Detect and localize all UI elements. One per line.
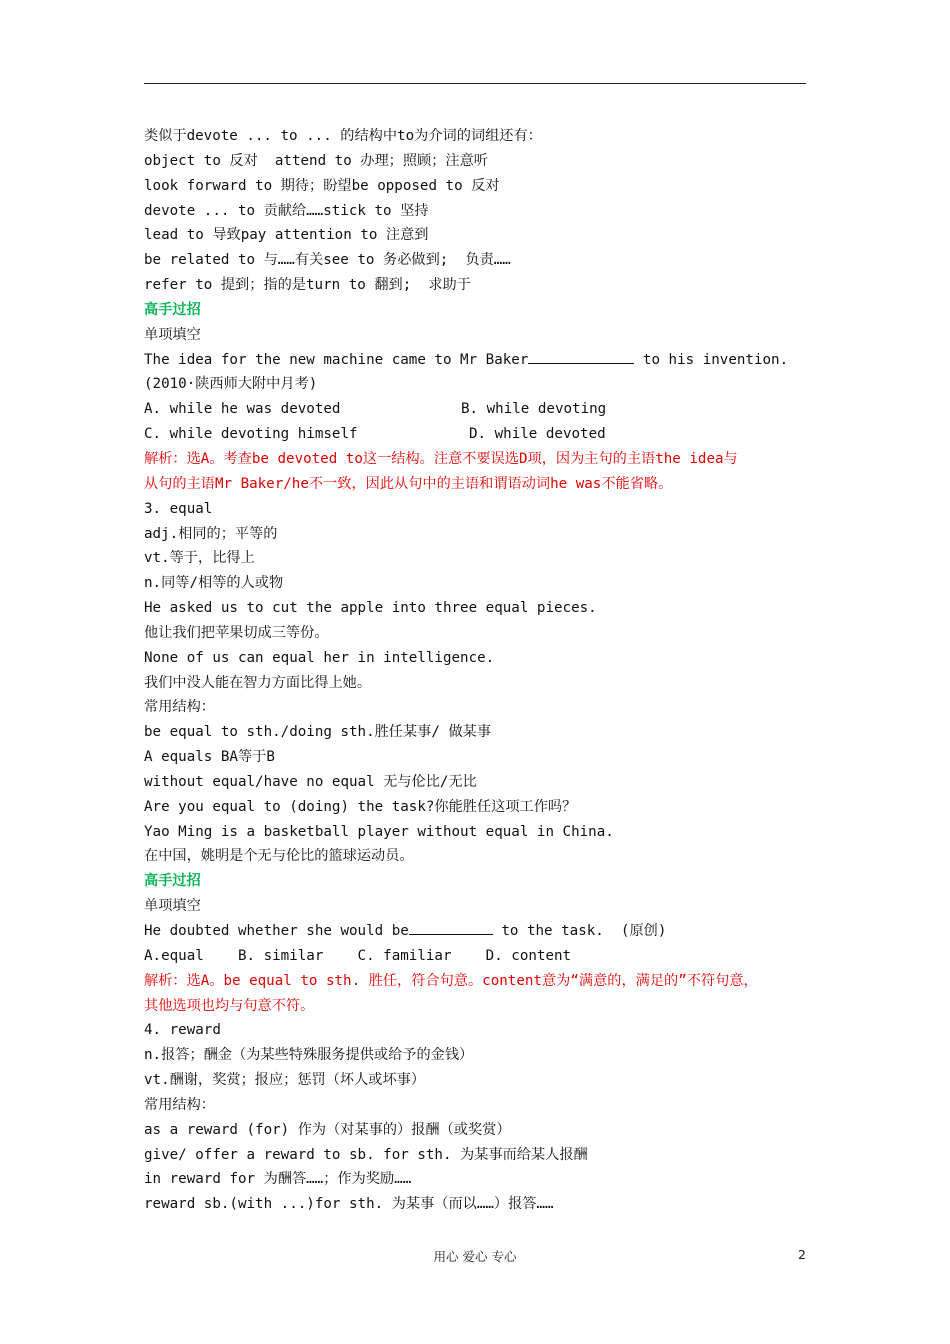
options-row: [144, 422, 808, 447]
option-a: A. while he was devoted: [144, 401, 341, 418]
text-line: 常用结构：: [144, 699, 215, 716]
options-row: [144, 397, 808, 422]
section-heading: 高手过招: [144, 873, 201, 890]
question-text-end: to the task. (原创): [492, 923, 667, 939]
analysis-line: 其他选项也均与句意不符。: [144, 997, 315, 1014]
page-footer: 用心 爱心 专心: [433, 1249, 517, 1264]
section-heading: 高手过招: [144, 301, 201, 318]
answer-blank: [409, 920, 493, 935]
text-line: 在中国，姚明是个无与伦比的篮球运动员。: [144, 848, 414, 865]
text-line: 他让我们把苹果切成三等份。: [144, 624, 329, 641]
text-line: Are you equal to (doing) the task?你能胜任这项工作吗？: [144, 798, 577, 815]
text-line: vt.酬谢，奖赏；报应；惩罚（坏人或坏事）: [144, 1072, 426, 1089]
question-line: [144, 348, 808, 373]
question-text: He doubted whether she would be: [144, 923, 409, 939]
text-line: Yao Ming is a basketball player without equal in China.: [144, 823, 614, 840]
text-line: without equal/have no equal 无与伦比/无比: [144, 773, 477, 790]
text-line: as a reward (for) 作为（对某事的）报酬（或奖赏）: [144, 1121, 511, 1138]
question-text-end: to his invention.: [634, 351, 789, 368]
text-line: object to 反对 attend to 办理；照顾；注意听: [144, 152, 488, 169]
text-line: be related to 与……有关see to 务必做到; 负责……: [144, 252, 511, 269]
answer-blank: [528, 349, 634, 364]
text-line: vt.等于，比得上: [144, 550, 255, 567]
option-b: B. while devoting: [461, 401, 607, 418]
text-line: 类似于devote ... to ... 的结构中to为介词的词组还有：: [144, 128, 542, 144]
option-d: D. while devoted: [469, 426, 606, 443]
question-line: [144, 919, 808, 944]
option-c: C. while devoting himself: [144, 426, 358, 443]
text-line: reward sb.(with ...)for sth. 为某事（而以……）报答……: [144, 1196, 554, 1213]
text-line: 3. equal: [144, 500, 213, 517]
text-line: give/ offer a reward to sb. for sth. 为某事而给某人报酬: [144, 1146, 588, 1163]
options-row: A.equal B. similar C. familiar D. content: [144, 947, 572, 964]
text-line: 我们中没人能在智力方面比得上她。: [144, 674, 372, 691]
text-line: n.报答；酬金（为某些特殊服务提供或给予的金钱）: [144, 1047, 474, 1064]
document-body: [144, 124, 808, 1217]
question-text: The idea for the new machine came to Mr Baker: [144, 351, 529, 368]
page-number: 2: [798, 1247, 806, 1262]
header-rule: [144, 83, 806, 84]
text-line: A equals BA等于B: [144, 749, 275, 766]
text-line: adj.相同的；平等的: [144, 525, 278, 542]
analysis-line: 解析：选A。be equal to sth. 胜任，符合句意。content意为“满意的，满足的”不符句意，: [144, 972, 758, 989]
text-line: refer to 提到；指的是turn to 翻到; 求助于: [144, 277, 471, 294]
question-source: (2010·陕西师大附中月考): [144, 376, 318, 393]
text-line: 常用结构：: [144, 1096, 215, 1113]
exercise-type: 单项填空: [144, 898, 201, 915]
text-line: 4. reward: [144, 1022, 221, 1039]
text-line: n.同等/相等的人或物: [144, 575, 284, 592]
text-line: devote ... to 贡献给……stick to 坚持: [144, 202, 429, 219]
analysis-line: 从句的主语Mr Baker/he不一致，因此从句中的主语和谓语动词he was不能省略。: [144, 475, 673, 492]
text-line: lead to 导致pay attention to 注意到: [144, 227, 429, 244]
text-line: He asked us to cut the apple into three equal pieces.: [144, 600, 597, 617]
text-line: look forward to 期待；盼望be opposed to 反对: [144, 177, 500, 194]
analysis-line: 解析：选A。考查be devoted to这一结构。注意不要误选D项，因为主句的主语the idea与: [144, 450, 738, 467]
text-line: be equal to sth./doing sth.胜任某事/ 做某事: [144, 724, 492, 741]
text-line: None of us can equal her in intelligence.: [144, 649, 495, 666]
text-line: in reward for 为酬答……；作为奖励……: [144, 1171, 412, 1188]
exercise-type: 单项填空: [144, 326, 201, 343]
